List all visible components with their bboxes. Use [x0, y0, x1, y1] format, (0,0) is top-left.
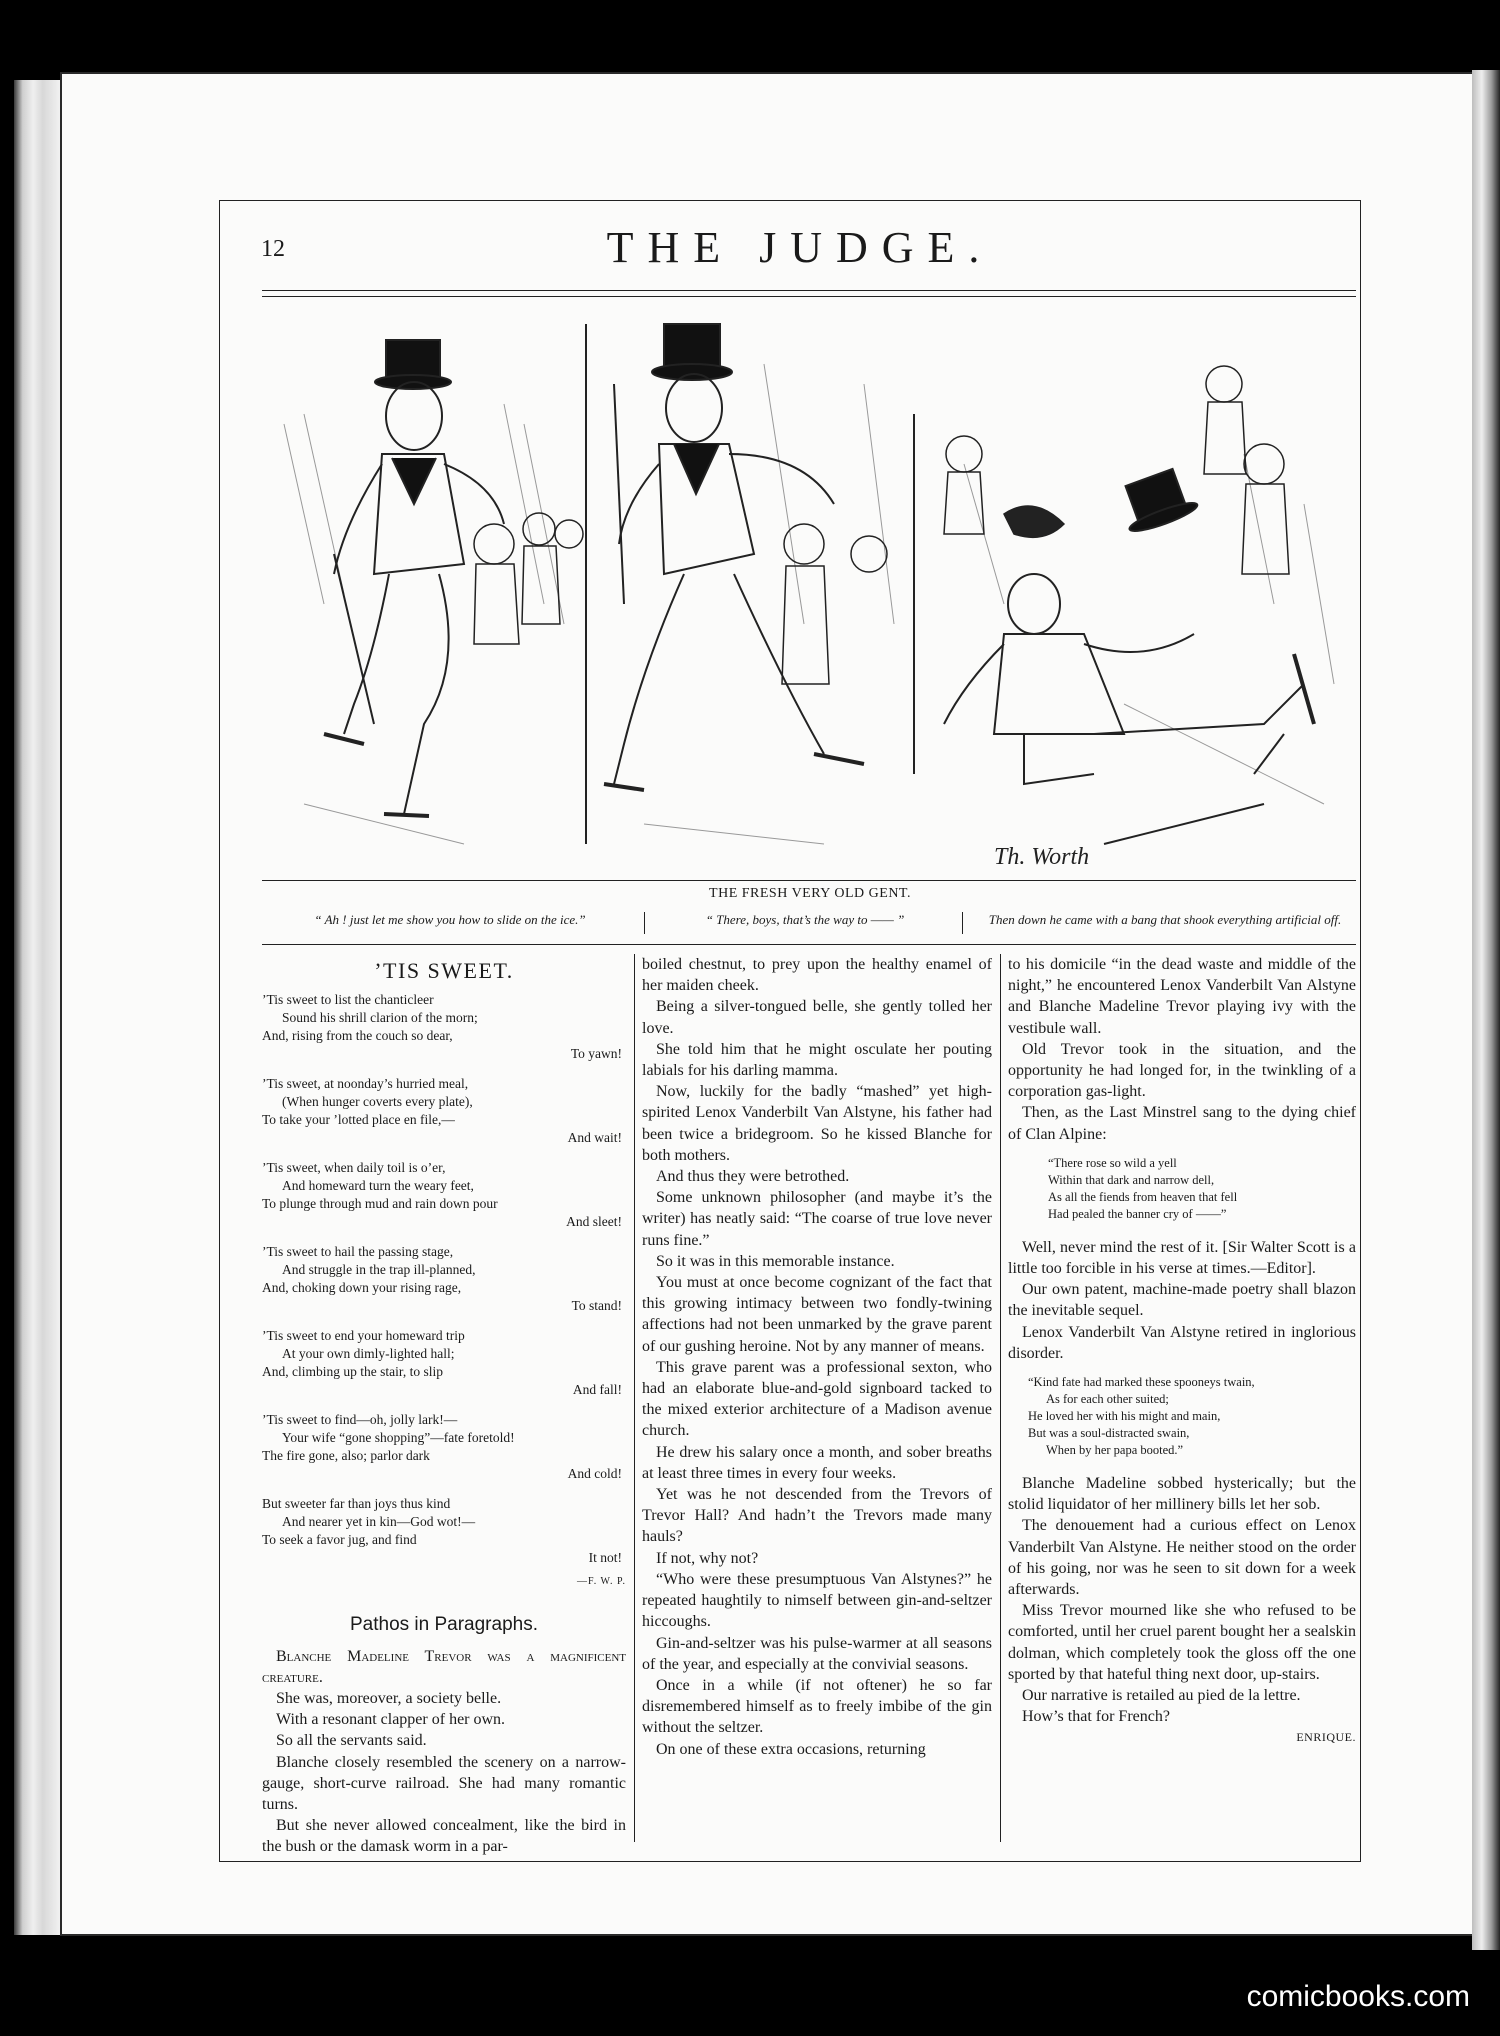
illustration-rule — [262, 880, 1356, 881]
article-paragraph: The denouement had a curious effect on Lenox Vanderbilt Van Alstyne. He neither stood on the order of his going, nor was he seen to sit down for a week afterwards. — [1008, 1517, 1356, 1599]
caption-panel-3: Then down he came with a bang that shook everything artificial off. — [988, 912, 1342, 927]
artist-signature: Th. Worth — [994, 844, 1090, 870]
boys-group-1 — [474, 513, 583, 644]
article-paragraph: to his domicile “in the dead waste and middle of the night,” he encountered Lenox Vanderbilt Van Alstyne and Blanche Madeline Trevor playing ivy with the vestibule wall. — [1008, 956, 1356, 1037]
column-2 — [642, 954, 992, 1760]
column-divider — [634, 954, 635, 1842]
article-paragraph: Our own patent, machine-made poetry shall blazon the inevitable sequel. — [1008, 1281, 1356, 1320]
page-edge — [1472, 70, 1500, 1950]
article-title: Pathos in Paragraphs. — [349, 1614, 538, 1636]
caption-separator — [962, 912, 963, 934]
cartoon-illustration — [264, 304, 1356, 870]
article-paragraph: Some unknown philosopher (and maybe it’s the writer) has neatly said: “The coarse of true love never runs fine.” — [642, 1189, 992, 1249]
poem-stanza: ’Tis sweet to end your homeward trip At your own dimly-lighted hall; And, climbing up the stair, to slip And fall! — [262, 1328, 622, 1398]
column-divider — [1000, 954, 1001, 1842]
article-paragraph: Blanche Madeline Trevor was a magnificent creature. — [262, 1647, 626, 1686]
boys-group-2 — [782, 524, 887, 684]
poem-stanza: ’Tis sweet to list the chanticleer Sound his shrill clarion of the morn; And, rising from the couch so dear, To yawn! — [262, 992, 622, 1062]
caption-panel-2: “ There, boys, that’s the way to —— ” — [705, 912, 905, 927]
poem-title: ’TIS SWEET. — [374, 958, 514, 983]
gent-figure-2 — [604, 324, 864, 790]
header-rule-2 — [262, 296, 1356, 297]
article-paragraph: Once in a while (if not oftener) he so far disremembered himself as to freely imbibe of the gin without the seltzer. — [642, 1676, 992, 1737]
article-paragraph: With a resonant clapper of her own. — [276, 1711, 506, 1729]
poem-signature: —F. W. P. — [576, 1576, 626, 1588]
article-paragraph: Then, as the Last Minstrel sang to the dying chief of Clan Alpine: — [1008, 1104, 1356, 1143]
article-paragraph: And thus they were betrothed. — [656, 1168, 850, 1186]
caption-panel-1: “ Ah ! just let me show you how to slide on the ice.” — [314, 912, 586, 927]
poem-stanza: ’Tis sweet to hail the passing stage, And struggle in the trap ill-planned, And, choking down your rising rage, To stand! — [262, 1244, 622, 1314]
article-paragraph: Blanche Madeline sobbed hysterically; but the stolid liquidator of her millinery bills let her sob. — [1008, 1475, 1356, 1514]
article-paragraph: Lenox Vanderbilt Van Alstyne retired in inglorious disorder. — [1008, 1323, 1356, 1362]
site-watermark: comicbooks.com — [1246, 1980, 1470, 2013]
article-paragraph: boiled chestnut, to prey upon the healthy enamel of her maiden cheek. — [642, 956, 992, 995]
gent-figure-3 — [944, 465, 1314, 844]
article-signature: ENRIQUE. — [1296, 1730, 1356, 1745]
header-rule — [262, 290, 1356, 291]
article-paragraph: Blanche closely resembled the scenery on a narrow-gauge, short-curve railroad. She had many romantic turns. — [262, 1753, 626, 1814]
article-paragraph: If not, why not? — [656, 1549, 759, 1567]
masthead: THE JUDGE. — [606, 223, 994, 272]
gent-figure-1 — [324, 340, 504, 816]
article-paragraph: Yet was he not descended from the Trevors of Trevor Hall? And hadn’t the Trevors made many hauls? — [642, 1486, 992, 1546]
illustration-title: THE FRESH VERY OLD GENT. — [709, 886, 911, 901]
article-paragraph: Miss Trevor mourned like she who refused to be comforted, until her cruel parent bought her a sealskin dolman, which completely took the gloss off the one sported by that hateful thing next door, up-stairs. — [1008, 1602, 1356, 1683]
column-1 — [262, 954, 626, 1858]
article-paragraph: You must at once become cognizant of the fact that this growing intimacy between two fondly-twining affections had not been unmarked by the grave parent of our gushing heroine. Not by any manner of means. — [642, 1274, 992, 1355]
column-3 — [1008, 954, 1356, 1749]
boys-group-3 — [944, 366, 1289, 574]
article-paragraph: She told him that he might osculate her pouting labials for his darling mamma. — [642, 1040, 992, 1080]
article-paragraph: So all the servants said. — [276, 1732, 427, 1750]
caption-separator — [644, 912, 645, 934]
article-paragraph: Now, luckily for the badly “mashed” yet high-spirited Lenox Vanderbilt Van Alstyne, his father had been twice a bridegroom. So he kissed Blanche for both mothers. — [642, 1083, 992, 1164]
poem-stanza: ’Tis sweet to find—oh, jolly lark!— Your wife “gone shopping”—fate foretold! The fire gone, also; parlor dark And cold! — [262, 1412, 622, 1482]
article-paragraph: Old Trevor took in the situation, and the opportunity he had longed for, in the twinkling of a corporation gas-light. — [1008, 1040, 1356, 1101]
article-paragraph: How’s that for French? — [1022, 1708, 1170, 1726]
article-paragraph: But she never allowed concealment, like the bird in the bush or the damask worm in a par- — [262, 1817, 626, 1856]
quoted-verse: “Kind fate had marked these spooneys twain, As for each other suited; He loved her with his might and main, But was a soul-distracted swain, When by her papa booted.” — [1028, 1375, 1255, 1458]
columns-top-rule — [262, 944, 1356, 945]
article-paragraph: She was, moreover, a society belle. — [276, 1690, 502, 1708]
article-paragraph: Being a silver-tongued belle, she gently tolled her love. — [642, 998, 992, 1037]
poem-stanza: ’Tis sweet, when daily toil is o’er, And homeward turn the weary feet, To plunge through mud and rain down pour And sleet! — [262, 1160, 622, 1230]
quoted-verse: “There rose so wild a yell Within that dark and narrow dell, As all the fiends from heaven that fell Had pealed the banner cry of ——” — [1048, 1155, 1238, 1221]
page-number: 12 — [261, 236, 285, 262]
book-spine — [14, 80, 62, 1935]
poem-stanza: ’Tis sweet, at noonday’s hurried meal, (When hunger coverts every plate), To take your ’lotted place en file,— And wait! — [262, 1076, 622, 1146]
article-paragraph: “Who were these presumptuous Van Alstynes?” he repeated haughtily to nimself between gin-and-seltzer hiccoughs. — [642, 1570, 992, 1631]
article-paragraph: He drew his salary once a month, and sober breaths at least three times in every four weeks. — [642, 1443, 992, 1482]
article-paragraph: So it was in this memorable instance. — [656, 1252, 895, 1270]
article-paragraph: Well, never mind the rest of it. [Sir Walter Scott is a little too forcible in his verse at times.—Editor]. — [1008, 1238, 1356, 1278]
article-paragraph: Gin-and-seltzer was his pulse-warmer at all seasons of the year, and especially at the convivial seasons. — [642, 1634, 992, 1673]
article-paragraph: On one of these extra occasions, returning — [656, 1740, 926, 1758]
article-paragraph: Our narrative is retailed au pied de la lettre. — [1022, 1687, 1301, 1705]
article-paragraph: This grave parent was a professional sexton, who had an elaborate blue-and-gold signboard tacked to the mixed exterior architecture of a Madison avenue church. — [642, 1358, 992, 1440]
poem-stanza: But sweeter far than joys thus kind And nearer yet in kin—God wot!— To seek a favor jug, and find It not! — [262, 1496, 622, 1566]
